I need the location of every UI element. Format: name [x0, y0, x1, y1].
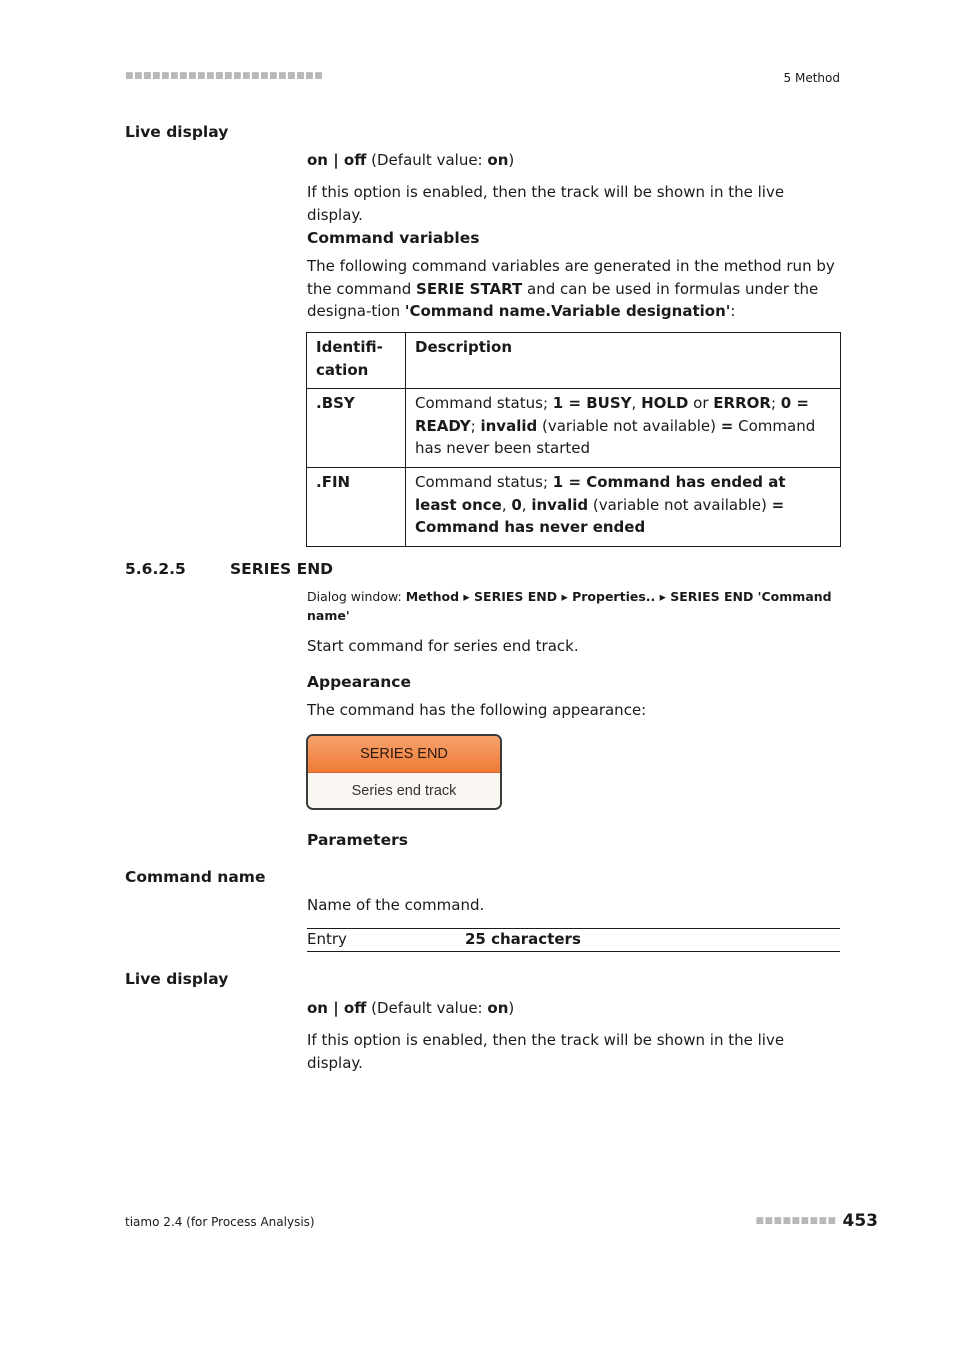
- table-row: [307, 389, 841, 468]
- command-variables-table: [306, 332, 841, 547]
- section-title: SERIES END: [230, 560, 334, 578]
- table-cell-description: Command status; 1 = Command has ended at least once, 0, invalid (variable not available) = Command has never ended: [406, 468, 841, 547]
- table-header-description: Description: [406, 333, 841, 389]
- appearance-heading: Appearance: [307, 673, 411, 691]
- table-header-row: [307, 333, 841, 389]
- table-cell-id: .BSY: [307, 389, 406, 468]
- param-label-live-display: Live display: [125, 970, 229, 988]
- footer-decoration: ■■■■■■■■■: [755, 1216, 837, 1226]
- table-cell-id: .FIN: [307, 468, 406, 547]
- footer-product: tiamo 2.4 (for Process Analysis): [125, 1215, 315, 1229]
- table-header-id: Identifi-cation: [307, 333, 406, 389]
- appearance-text: The command has the following appearance:: [307, 701, 647, 719]
- command-name-description: Name of the command.: [307, 896, 485, 914]
- command-box-title: SERIES END: [308, 736, 500, 773]
- header-decoration: ■■■■■■■■■■■■■■■■■■■■■■: [125, 71, 324, 81]
- section-number: 5.6.2.5: [125, 560, 186, 578]
- entry-table: [307, 928, 840, 952]
- dialog-window-path: Dialog window: Method ▸ SERIES END ▸ Properties.. ▸ SERIES END 'Command name': [307, 589, 832, 623]
- chapter-title: 5 Method: [783, 71, 840, 85]
- live-display-values: on | off (Default value: on): [307, 151, 515, 169]
- live-display-values: on | off (Default value: on): [307, 999, 515, 1017]
- series-end-command-box: [306, 734, 502, 810]
- entry-key: Entry: [307, 930, 347, 948]
- live-display-description: If this option is enabled, then the track will be shown in the live display.: [307, 183, 785, 224]
- page-number: 453: [842, 1211, 878, 1231]
- param-label-command-name: Command name: [125, 868, 266, 886]
- table-cell-description: Command status; 1 = BUSY, HOLD or ERROR; 0 = READY; invalid (variable not available) = Command has never been started: [406, 389, 841, 468]
- section-description: Start command for series end track.: [307, 637, 579, 655]
- footer-page: [755, 1211, 878, 1231]
- command-variables-intro: The following command variables are generated in the method run by the command SERIE START and can be used in formulas under the designa-tion 'Command name.Variable designation':: [307, 257, 835, 320]
- parameters-heading: Parameters: [307, 831, 408, 849]
- command-box-subtitle: Series end track: [351, 782, 457, 799]
- param-label-live-display: Live display: [125, 123, 229, 141]
- table-row: [307, 468, 841, 547]
- command-variables-heading: Command variables: [307, 229, 480, 247]
- entry-value: 25 characters: [465, 930, 581, 948]
- live-display-description: If this option is enabled, then the track will be shown in the live display.: [307, 1031, 785, 1072]
